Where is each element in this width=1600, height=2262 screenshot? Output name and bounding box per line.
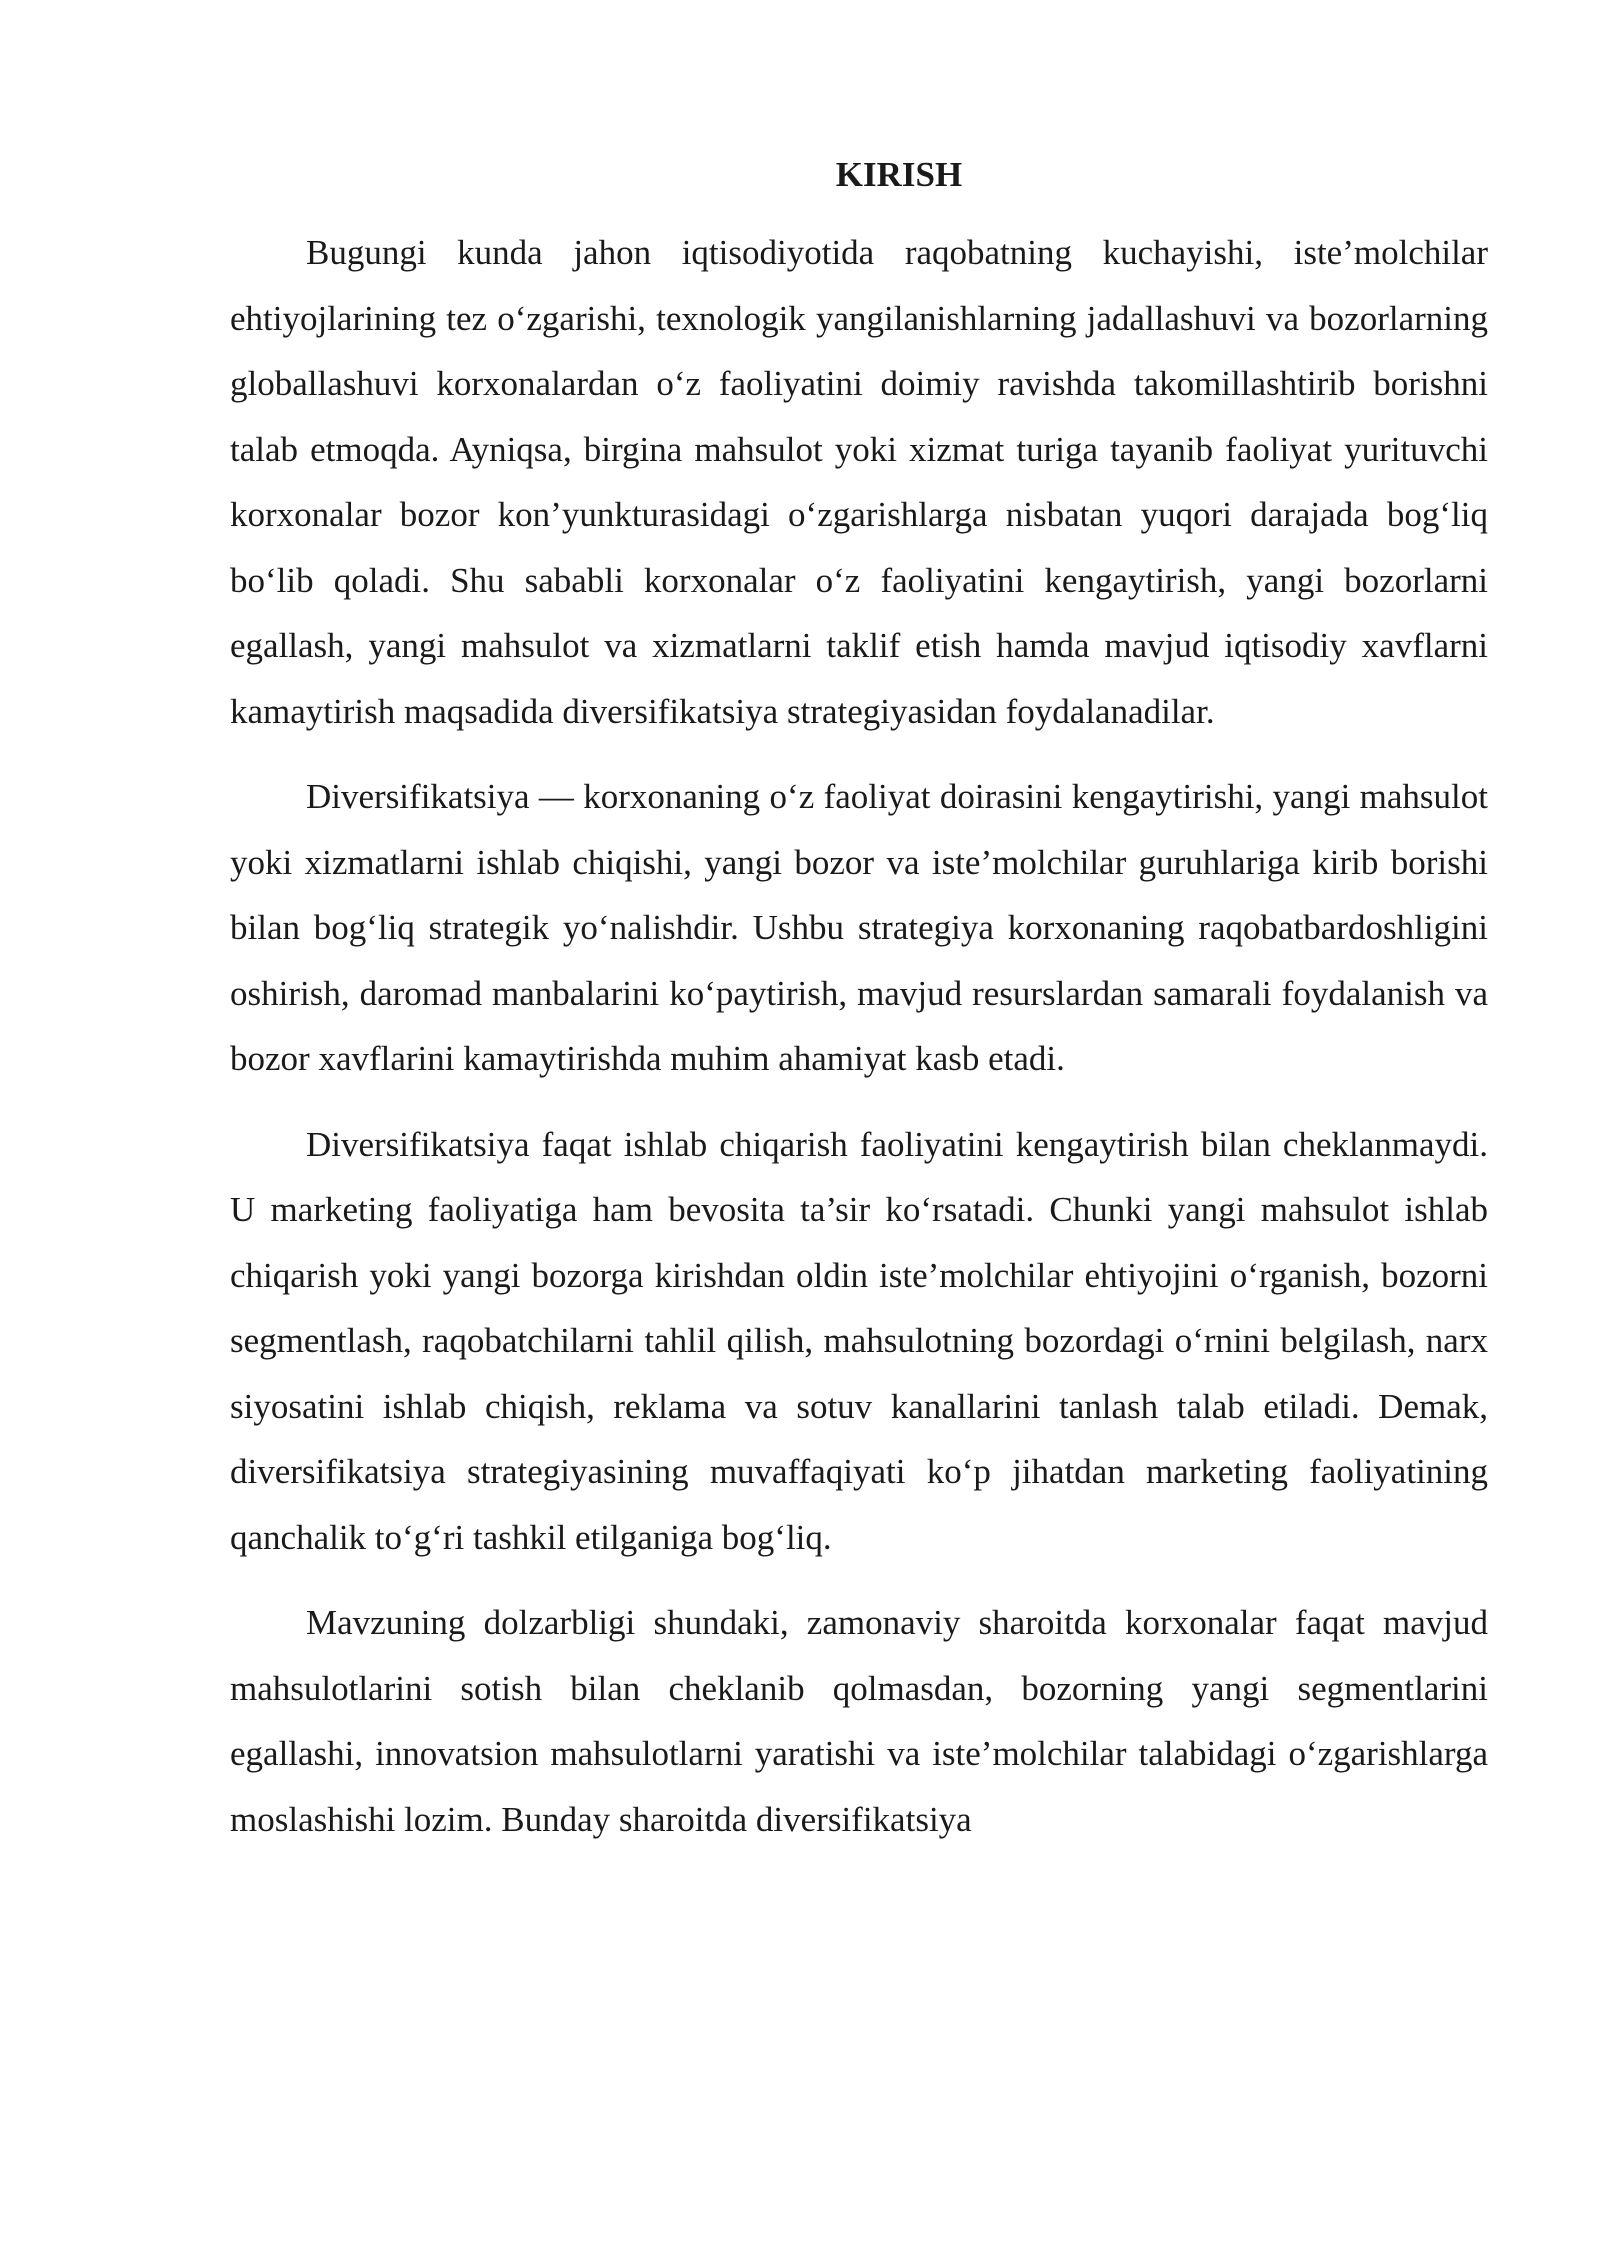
document-body <box>230 150 1488 1872</box>
document-title: KIRISH <box>835 155 963 194</box>
paragraph: Mavzuning dolzarbligi shundaki, zamonaviy sharoitda korxonalar faqat mavjud mahsulotlarini sotish bilan cheklanib qolmasdan, bozorning yangi segmentlarini egallashi, innovatsion mahsulotlarni yaratishi va iste’molchilar talabidagi o‘zgarishlarga moslashishi lozim. Bunday sharoitda diversifikatsiya <box>230 1603 1488 1839</box>
paragraph: Bugungi kunda jahon iqtisodiyotida raqobatning kuchayishi, iste’molchilar ehtiyojlarining tez o‘zgarishi, texnologik yangilanishlarning jadallashuvi va bozorlarning globallashuvi korxonalardan o‘z faoliyatini doimiy ravishda takomillashtirib borishni talab etmoqda. Ayniqsa, birgina mahsulot yoki xizmat turiga tayanib faoliyat yurituvchi korxonalar bozor kon’yunkturasidagi o‘zgarishlarga nisbatan yuqori darajada bog‘liq bo‘lib qoladi. Shu sababli korxonalar o‘z faoliyatini kengaytirish, yangi bozorlarni egallash, yangi mahsulot va xizmatlarni taklif etish hamda mavjud iqtisodiy xavflarni kamaytirish maqsadida diversifikatsiya strategiyasidan foydalanadilar. <box>230 233 1488 731</box>
paragraph: Diversifikatsiya faqat ishlab chiqarish faoliyatini kengaytirish bilan cheklanmaydi. U marketing faoliyatiga ham bevosita ta’sir ko‘rsatadi. Chunki yangi mahsulot ishlab chiqarish yoki yangi bozorga kirishdan oldin iste’molchilar ehtiyojini o‘rganish, bozorni segmentlash, raqobatchilarni tahlil qilish, mahsulotning bozordagi o‘rnini belgilash, narx siyosatini ishlab chiqish, reklama va sotuv kanallarini tanlash talab etiladi. Demak, diversifikatsiya strategiyasining muvaffaqiyati ko‘p jihatdan marketing faoliyatining qanchalik to‘g‘ri tashkil etilganiga bog‘liq. <box>230 1124 1488 1557</box>
paragraph: Diversifikatsiya — korxonaning o‘z faoliyat doirasini kengaytirishi, yangi mahsulot yoki xizmatlarni ishlab chiqishi, yangi bozor va iste’molchilar guruhlariga kirib borishi bilan bog‘liq strategik yo‘nalishdir. Ushbu strategiya korxonaning raqobatbardoshligini oshirish, daromad manbalarini ko‘paytirish, mavjud resurslardan samarali foydalanish va bozor xavflarini kamaytirishda muhim ahamiyat kasb etadi. <box>230 777 1488 1078</box>
